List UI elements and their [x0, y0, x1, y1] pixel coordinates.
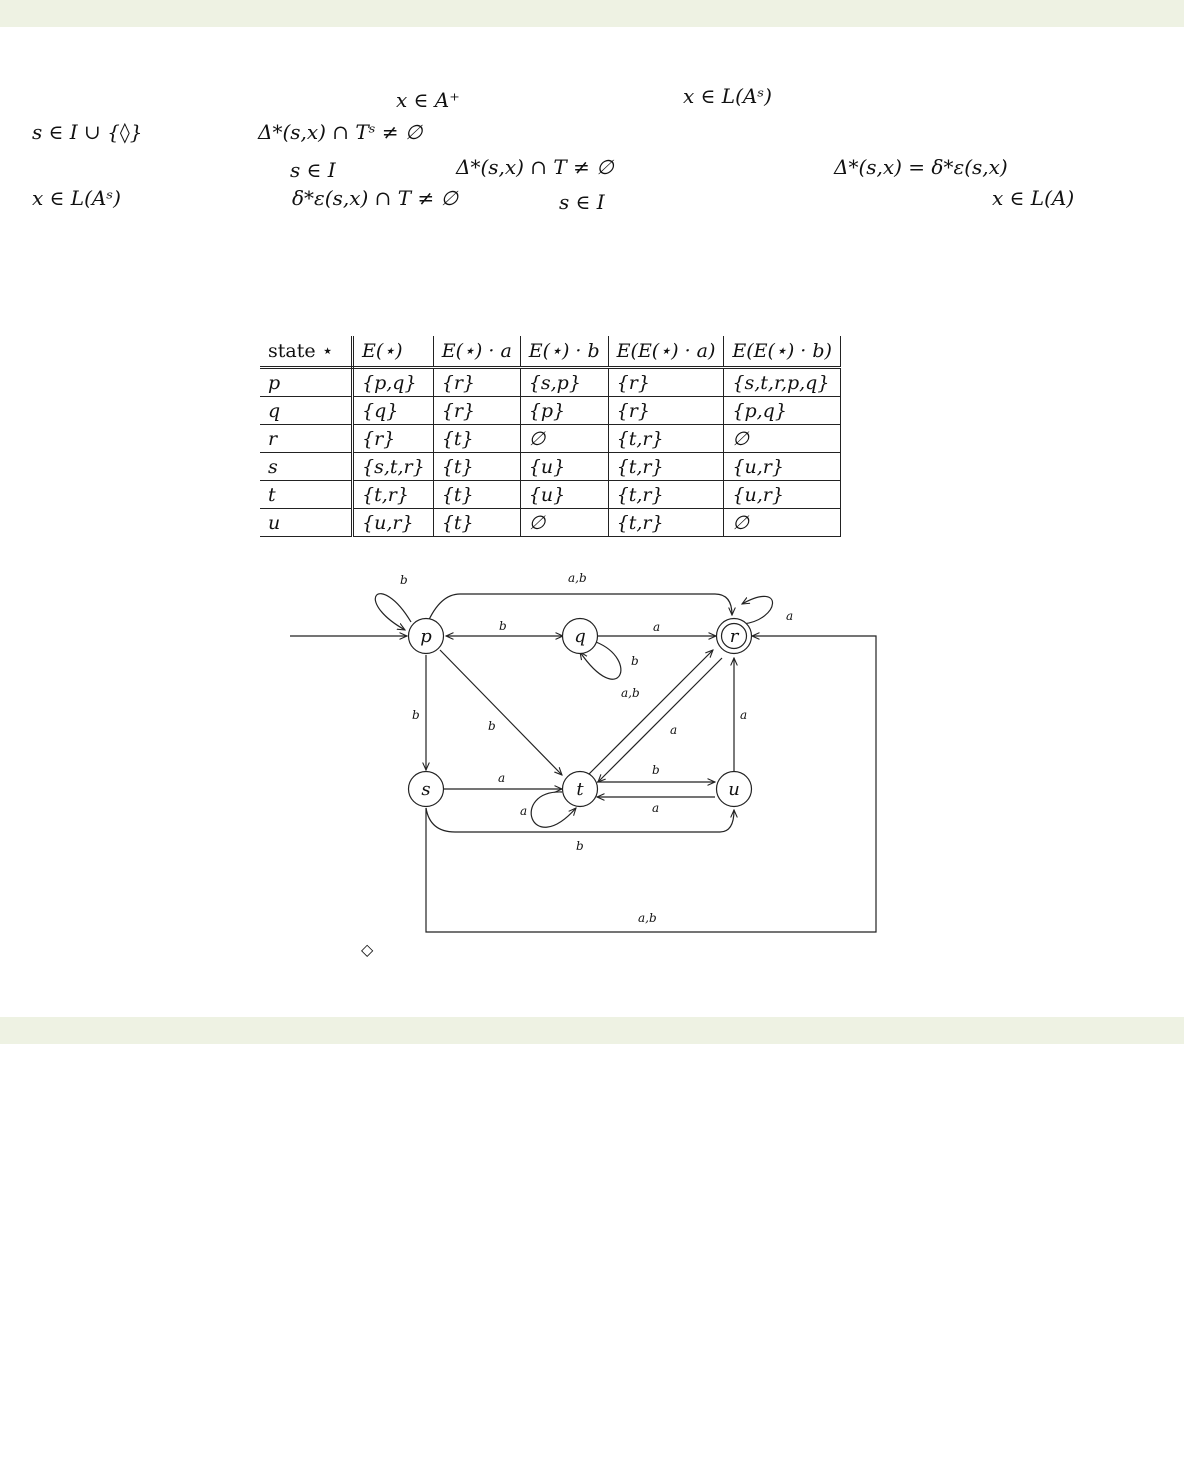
edge-label-t-u: b: [652, 763, 660, 777]
edge-p-loop: [375, 594, 411, 630]
table-cell: {u,r}: [724, 481, 841, 509]
table-cell: {t,r}: [608, 453, 724, 481]
math-delta-cap-ts: Δ*(s,x) ∩ Tˢ ≠ ∅: [258, 120, 423, 144]
math-x-in-las: x ∈ L(Aˢ): [683, 84, 772, 108]
edge-label-p-loop: b: [400, 573, 408, 587]
table-cell: {s,t,r,p,q}: [724, 368, 841, 397]
table-cell: r: [260, 425, 353, 453]
edge-label-t-r: a,b: [621, 686, 640, 700]
table-cell: t: [260, 481, 353, 509]
edge-label-p-t: b: [488, 719, 496, 733]
table-header: E(⋆) · b: [520, 336, 608, 368]
edge-label-p-r-top: a,b: [568, 571, 587, 585]
table-cell: {p,q}: [724, 397, 841, 425]
table-cell: {q}: [353, 397, 434, 425]
state-label-t: t: [576, 779, 584, 800]
table-cell: {t,r}: [608, 425, 724, 453]
table-cell: {s,p}: [520, 368, 608, 397]
table-cell: ∅: [724, 509, 841, 537]
table-cell: {t,r}: [353, 481, 434, 509]
table-row: [260, 453, 840, 481]
top-band: [0, 0, 1184, 27]
table-cell: q: [260, 397, 353, 425]
table-header: state ⋆: [260, 336, 353, 368]
table-cell: {r}: [433, 397, 520, 425]
table-cell: {u}: [520, 453, 608, 481]
edge-label-s-u-bottom: b: [576, 839, 584, 853]
math-s-in-i: s ∈ I: [290, 158, 336, 182]
table-cell: {t}: [433, 481, 520, 509]
edge-s-r-outer: [426, 636, 876, 932]
table-cell: {r}: [433, 368, 520, 397]
table-cell: {r}: [608, 397, 724, 425]
edge-s-u-bottom: [426, 808, 734, 832]
table-cell: {u}: [520, 481, 608, 509]
table-cell: {p}: [520, 397, 608, 425]
state-label-u: u: [728, 779, 740, 800]
math-delta-cap-t: Δ*(s,x) ∩ T ≠ ∅: [456, 155, 614, 179]
end-of-proof-mark: ◇: [361, 940, 374, 959]
table-row: [260, 397, 840, 425]
edge-label-q-r: a: [653, 620, 661, 634]
table-header: E(E(⋆) · a): [608, 336, 724, 368]
edge-r-t: [598, 658, 722, 782]
table-cell: {t}: [433, 509, 520, 537]
table-header: E(E(⋆) · b): [724, 336, 841, 368]
table-cell: p: [260, 368, 353, 397]
math-x-in-las-2: x ∈ L(Aˢ): [32, 186, 121, 210]
table-cell: {r}: [608, 368, 724, 397]
table-row: [260, 425, 840, 453]
edge-r-loop: [742, 596, 773, 624]
table-cell: {u,r}: [353, 509, 434, 537]
table-cell: s: [260, 453, 353, 481]
edge-label-p-q: b: [499, 619, 507, 633]
edge-t-r: [588, 650, 713, 775]
state-label-r: r: [729, 626, 739, 647]
table-cell: ∅: [520, 509, 608, 537]
table-cell: ∅: [520, 425, 608, 453]
table-cell: {r}: [353, 425, 434, 453]
edge-label-r-t: a: [670, 723, 678, 737]
math-delta-eps-cap-t: δ*ε(s,x) ∩ T ≠ ∅: [292, 186, 458, 210]
table-cell: u: [260, 509, 353, 537]
edge-label-u-t: a: [652, 801, 660, 815]
edge-label-p-s: b: [412, 708, 420, 722]
table-row: [260, 368, 840, 397]
edge-label-r-loop: a: [786, 609, 794, 623]
state-label-q: q: [574, 626, 586, 647]
table-cell: {s,t,r}: [353, 453, 434, 481]
table-cell: {t,r}: [608, 481, 724, 509]
edge-label-u-r: a: [740, 708, 748, 722]
math-x-in-la: x ∈ L(A): [992, 186, 1075, 210]
table-header-row: [260, 336, 840, 368]
table-header: E(⋆): [353, 336, 434, 368]
edge-label-t-loop: a: [520, 804, 528, 818]
math-delta-equals-delta-eps: Δ*(s,x) = δ*ε(s,x): [834, 155, 1008, 179]
bottom-band: [0, 1017, 1184, 1044]
edge-label-q-loop: b: [631, 654, 639, 668]
table-cell: {t,r}: [608, 509, 724, 537]
table-row: [260, 481, 840, 509]
edge-p-t: [440, 650, 562, 775]
math-s-in-i-union-diamond: s ∈ I ∪ {◊}: [32, 120, 143, 144]
table-header: E(⋆) · a: [433, 336, 520, 368]
table-row: [260, 509, 840, 537]
table-cell: {p,q}: [353, 368, 434, 397]
edge-label-s-t: a: [498, 771, 506, 785]
state-label-p: p: [420, 626, 432, 647]
table-cell: {u,r}: [724, 453, 841, 481]
math-x-in-aplus: x ∈ A⁺: [396, 88, 460, 112]
automaton-diagram: [280, 560, 890, 945]
edge-label-s-r-outer: a,b: [638, 911, 657, 925]
math-s-in-i-2: s ∈ I: [559, 190, 605, 214]
state-label-s: s: [421, 779, 431, 800]
table-cell: {t}: [433, 425, 520, 453]
table-cell: ∅: [724, 425, 841, 453]
epsilon-closure-table: [260, 336, 841, 537]
table-cell: {t}: [433, 453, 520, 481]
